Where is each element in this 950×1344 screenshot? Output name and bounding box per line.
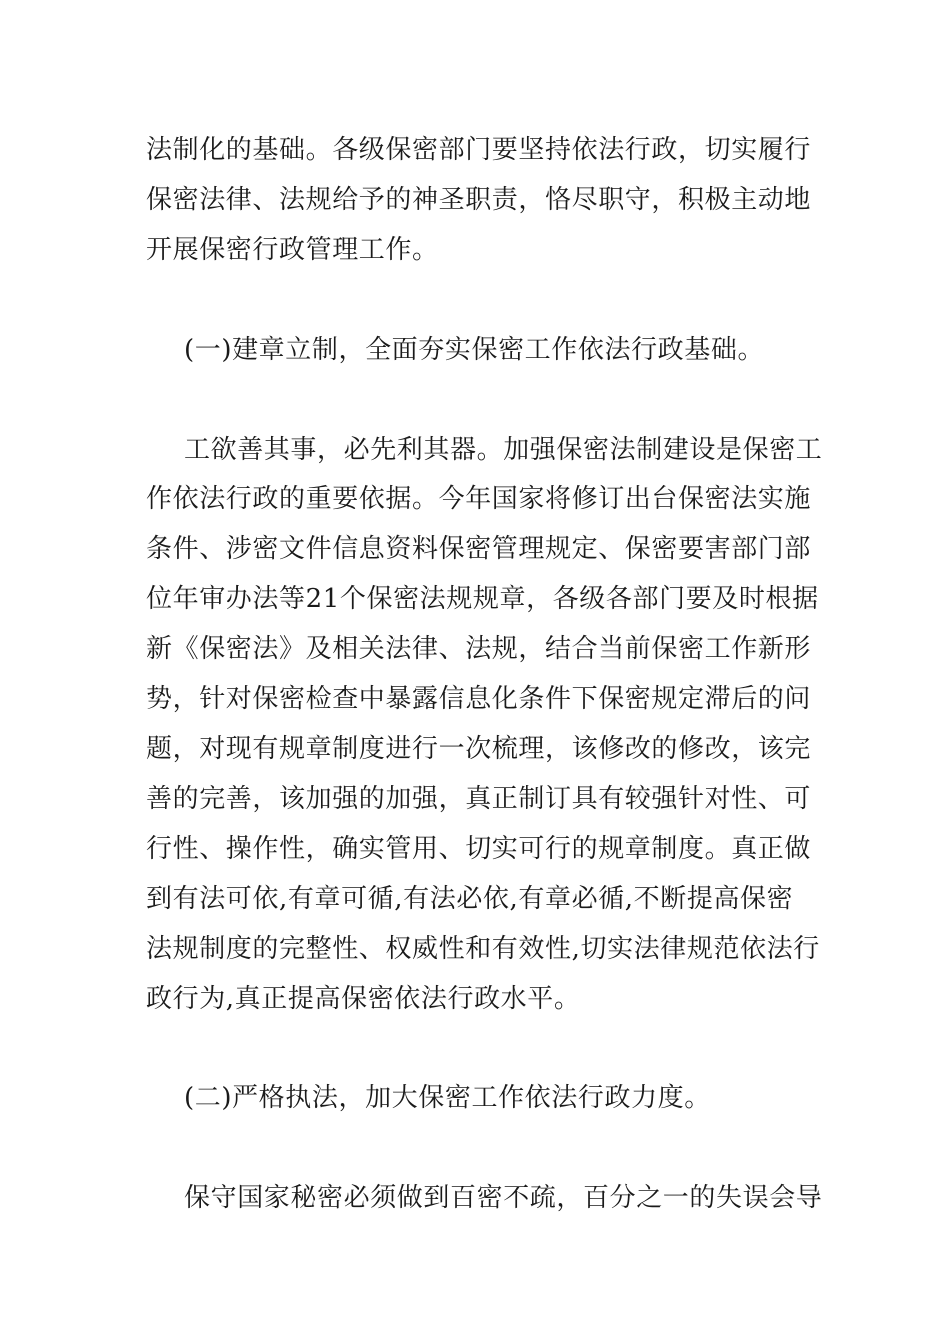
paragraph-3-line-10: 到有法可依,有章可循,有法必依,有章必循,不断提高保密 (146, 884, 794, 914)
section-heading-2: (二)严格执法，加大保密工作依法行政力度。 (184, 1083, 711, 1113)
paragraph-3-line-4: 位年审办法等21个保密法规规章，各级各部门要及时根据 (146, 584, 819, 614)
paragraph-3-line-11: 法规制度的完整性、权威性和有效性,切实法律规范依法行 (146, 934, 820, 964)
section-heading-1: (一)建章立制，全面夯实保密工作依法行政基础。 (184, 335, 765, 365)
paragraph-3-line-5: 新《保密法》及相关法律、法规，结合当前保密工作新形 (146, 634, 812, 664)
paragraph-3-line-3: 条件、涉密文件信息资料保密管理规定、保密要害部门部 (146, 534, 812, 564)
paragraph-3-line-9: 行性、操作性，确实管用、切实可行的规章制度。真正做 (146, 834, 812, 864)
paragraph-3-line-2: 作依法行政的重要依据。今年国家将修订出台保密法实施 (146, 484, 812, 514)
paragraph-5-line-1: 保守国家秘密必须做到百密不疏，百分之一的失误会导 (184, 1183, 823, 1213)
paragraph-3-line-8: 善的完善，该加强的加强，真正制订具有较强针对性、可 (146, 784, 812, 814)
paragraph-3-line-1: 工欲善其事，必先利其器。加强保密法制建设是保密工 (184, 435, 823, 465)
paragraph-1-line-1: 法制化的基础。各级保密部门要坚持依法行政，切实履行 (146, 135, 812, 165)
paragraph-3-line-12: 政行为,真正提高保密依法行政水平。 (146, 984, 581, 1014)
paragraph-3-line-6: 势，针对保密检查中暴露信息化条件下保密规定滞后的问 (146, 684, 812, 714)
paragraph-1-line-3: 开展保密行政管理工作。 (146, 235, 439, 265)
paragraph-1-line-2: 保密法律、法规给予的神圣职责，恪尽职守，积极主动地 (146, 185, 812, 215)
paragraph-3-line-7: 题，对现有规章制度进行一次梳理，该修改的修改，该完 (146, 734, 812, 764)
